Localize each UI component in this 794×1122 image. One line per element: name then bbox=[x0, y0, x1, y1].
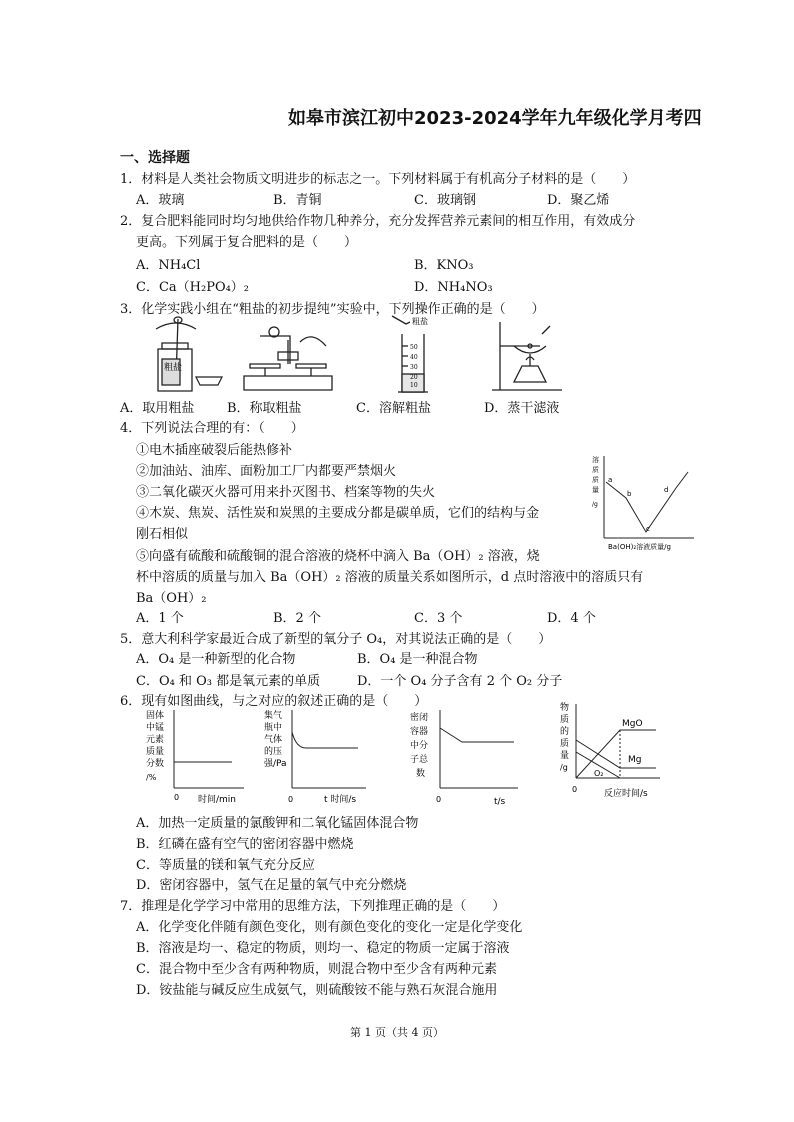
q6-graph-3 bbox=[410, 708, 522, 808]
ylabel-4: 质 bbox=[560, 739, 570, 749]
q2-option-a: A．NH₄Cl bbox=[136, 258, 201, 273]
q7-option-b: B．溶液是均一、稳定的物质，则均一、稳定的物质一定属于溶液 bbox=[136, 941, 510, 956]
label-mg: Mg bbox=[628, 755, 642, 765]
q4-item-3: ③二氧化碳灭火器可用来扑灭图书、档案等物的失火 bbox=[136, 485, 436, 500]
q5-option-d: D．一个 O₄ 分子含有 2 个 O₂ 分子 bbox=[357, 674, 563, 689]
section-heading: 一、选择题 bbox=[120, 150, 190, 166]
dish-icon bbox=[196, 377, 222, 385]
q2-option-b: B．KNO₃ bbox=[414, 258, 474, 273]
ylabel-5: 数 bbox=[416, 769, 426, 779]
question-6-stem: 6．现有如图曲线，与之对应的叙述正确的是（ ） bbox=[120, 694, 428, 709]
question-1-stem: 1．材料是人类社会物质文明进步的标志之一。下列材料属于有机高分子材料的是（ ） bbox=[120, 172, 636, 187]
curve bbox=[292, 732, 358, 748]
ylabel-1: 集气 bbox=[264, 711, 283, 721]
q3-option-a: A．取用粗盐 bbox=[120, 401, 195, 416]
label-mgo: MgO bbox=[622, 719, 643, 729]
graph-ylabel-1: 溶 bbox=[592, 456, 599, 464]
q5-option-a: A．O₄ 是一种新型的化合物 bbox=[136, 652, 296, 667]
origin: 0 bbox=[572, 785, 578, 794]
figure-evaporate-filtrate bbox=[490, 316, 570, 396]
q4-item-1: ①电木插座破裂后能热修补 bbox=[136, 443, 293, 458]
tick-40: 40 bbox=[410, 354, 418, 361]
q4-item-5-cont: 杯中溶质的质量与加入 Ba（OH）₂ 溶液的质量关系如图所示，d 点时溶液中的溶质只有 bbox=[136, 570, 644, 585]
point-b: b bbox=[627, 490, 632, 498]
question-3-stem: 3．化学实践小组在“粗盐的初步提纯”实验中，下列操作正确的是（ ） bbox=[120, 302, 545, 317]
ylabel-3: 元素 bbox=[146, 735, 165, 745]
ylabel-2: 瓶中 bbox=[264, 723, 283, 733]
ylabel-4: 子总 bbox=[410, 755, 429, 765]
q1-option-a: A．玻璃 bbox=[136, 193, 185, 208]
q6-graph-1 bbox=[140, 708, 252, 806]
q6-option-d: D．密闭容器中，氢气在足量的氧气中充分燃烧 bbox=[136, 878, 407, 893]
question-2-stem-line2: 更高。下列属于复合肥料的是（ ） bbox=[136, 235, 358, 250]
graph-ylabel-2: 质 bbox=[592, 466, 599, 474]
q7-option-c: C．混合物中至少含有两种物质，则混合物中至少含有两种元素 bbox=[136, 962, 497, 977]
ylabel-5: 分数 bbox=[146, 759, 165, 769]
tick-30: 30 bbox=[410, 364, 418, 371]
ylabel-1: 固体 bbox=[146, 711, 165, 721]
point-a: a bbox=[608, 476, 613, 484]
tick-50: 50 bbox=[410, 344, 418, 351]
q4-option-c: C．3 个 bbox=[414, 611, 463, 626]
q7-option-a: A．化学变化伴随有颜色变化，则有颜色变化的变化一定是化学变化 bbox=[136, 920, 523, 935]
bottle-label: 粗盐 bbox=[164, 363, 183, 373]
q5-option-b: B．O₄ 是一种混合物 bbox=[357, 652, 478, 667]
graph-ylabel-unit: /g bbox=[592, 501, 598, 508]
figure-weigh-salt bbox=[240, 318, 336, 394]
ylabel-6: /% bbox=[146, 773, 157, 782]
figure-take-salt bbox=[148, 315, 228, 395]
q3-option-c: C．溶解粗盐 bbox=[356, 401, 431, 416]
graph-ylabel-4: 量 bbox=[592, 486, 599, 494]
question-5-stem: 5．意大利科学家最近合成了新型的氧分子 O₄，对其说法正确的是（ ） bbox=[120, 632, 552, 647]
q6-graph-2 bbox=[262, 708, 372, 806]
origin: 0 bbox=[288, 795, 294, 804]
point-c: c bbox=[646, 525, 650, 533]
q6-graph-4 bbox=[558, 696, 662, 800]
q7-option-d: D．铵盐能与碱反应生成氨气，则硫酸铵不能与熟石灰混合施用 bbox=[136, 983, 498, 998]
ylabel-3: 中分 bbox=[410, 741, 429, 751]
xlabel: 时间/min bbox=[198, 795, 237, 805]
curve-mg bbox=[576, 740, 656, 768]
solute-mass-curve-tail bbox=[676, 472, 688, 488]
question-4-stem: 4．下列说法合理的有：（ ） bbox=[120, 421, 304, 436]
evaporation-setup-icon bbox=[492, 322, 562, 390]
q4-item-5-end: Ba（OH）₂ bbox=[136, 591, 207, 606]
label-o2: O₂ bbox=[594, 769, 604, 778]
q1-option-c: C．玻璃钢 bbox=[414, 193, 476, 208]
q4-item-2: ②加油站、油库、面粉加工厂内都要严禁烟火 bbox=[136, 464, 397, 479]
balance-icon bbox=[244, 327, 332, 390]
page-title: 如皋市滨江初中2023-2024学年九年级化学月考四 bbox=[288, 108, 702, 129]
ylabel-2: 容器 bbox=[410, 727, 429, 737]
ylabel-4: 质量 bbox=[146, 747, 165, 757]
ylabel-1: 密闭 bbox=[410, 713, 429, 723]
tick-10: 10 bbox=[410, 382, 418, 389]
question-2-stem-line1: 2．复合肥料能同时均匀地供给作物几种养分，充分发挥营养元素间的相互作用，有效成分 bbox=[120, 214, 636, 229]
q4-option-b: B．2 个 bbox=[273, 611, 321, 626]
q3-option-b: B．称取粗盐 bbox=[227, 401, 302, 416]
q4-item-4-cont: 刚石相似 bbox=[136, 527, 189, 542]
ylabel-6: /g bbox=[560, 763, 568, 772]
q2-option-c: C．Ca（H₂PO₄）₂ bbox=[136, 280, 250, 295]
graph-ylabel-3: 质 bbox=[592, 476, 599, 484]
origin: 0 bbox=[174, 793, 180, 802]
point-d: d bbox=[664, 486, 669, 494]
ylabel-5: 量 bbox=[560, 751, 570, 761]
ylabel-5: 强/Pa bbox=[264, 759, 287, 769]
question-7-stem: 7．推理是化学学习中常用的思维方法，下列推理正确的是（ ） bbox=[120, 899, 506, 914]
page-footer: 第 1 页（共 4 页） bbox=[350, 1026, 444, 1039]
ylabel-3: 的 bbox=[560, 727, 570, 737]
q6-option-c: C．等质量的镁和氧气充分反应 bbox=[136, 858, 315, 873]
ylabel-4: 的压 bbox=[264, 747, 283, 757]
q3-option-d: D．蒸干滤液 bbox=[484, 401, 560, 416]
reagent-bottle-icon bbox=[156, 317, 196, 391]
q1-option-b: B．青铜 bbox=[273, 193, 322, 208]
q1-option-d: D．聚乙烯 bbox=[547, 193, 610, 208]
q6-option-a: A．加热一定质量的氯酸钾和二氧化锰固体混合物 bbox=[136, 816, 419, 831]
q4-option-d: D．4 个 bbox=[547, 611, 596, 626]
curve-mgo bbox=[576, 730, 656, 778]
q6-option-b: B．红磷在盛有空气的密闭容器中燃烧 bbox=[136, 837, 354, 852]
graph-xlabel: Ba(OH)₂溶液质量/g bbox=[608, 543, 671, 551]
q4-option-a: A．1 个 bbox=[136, 611, 184, 626]
curve bbox=[440, 728, 514, 742]
q2-option-d: D．NH₄NO₃ bbox=[414, 280, 493, 295]
ylabel-2: 质 bbox=[560, 715, 570, 725]
salt-label: 粗盐 bbox=[412, 317, 428, 326]
figure-dissolve-salt bbox=[384, 312, 454, 396]
q5-option-c: C．O₄ 和 O₃ 都是氧元素的单质 bbox=[136, 674, 321, 689]
origin: 0 bbox=[436, 795, 442, 804]
q4-item-4: ④木炭、焦炭、活性炭和炭黑的主要成分都是碳单质，它们的结构与金 bbox=[136, 506, 540, 521]
ylabel-2: 中锰 bbox=[146, 723, 165, 733]
ylabel-3: 气体 bbox=[264, 735, 283, 745]
q4-item-5: ⑤向盛有硫酸和硫酸铜的混合溶液的烧杯中滴入 Ba（OH）₂ 溶液，烧 bbox=[136, 549, 540, 564]
ylabel-1: 物 bbox=[560, 703, 570, 713]
xlabel: t 时间/s bbox=[324, 795, 357, 805]
xlabel: t/s bbox=[494, 797, 506, 807]
q4-solute-mass-graph bbox=[590, 452, 702, 556]
tick-20: 20 bbox=[410, 374, 418, 381]
xlabel: 反应时间/s bbox=[604, 789, 648, 799]
